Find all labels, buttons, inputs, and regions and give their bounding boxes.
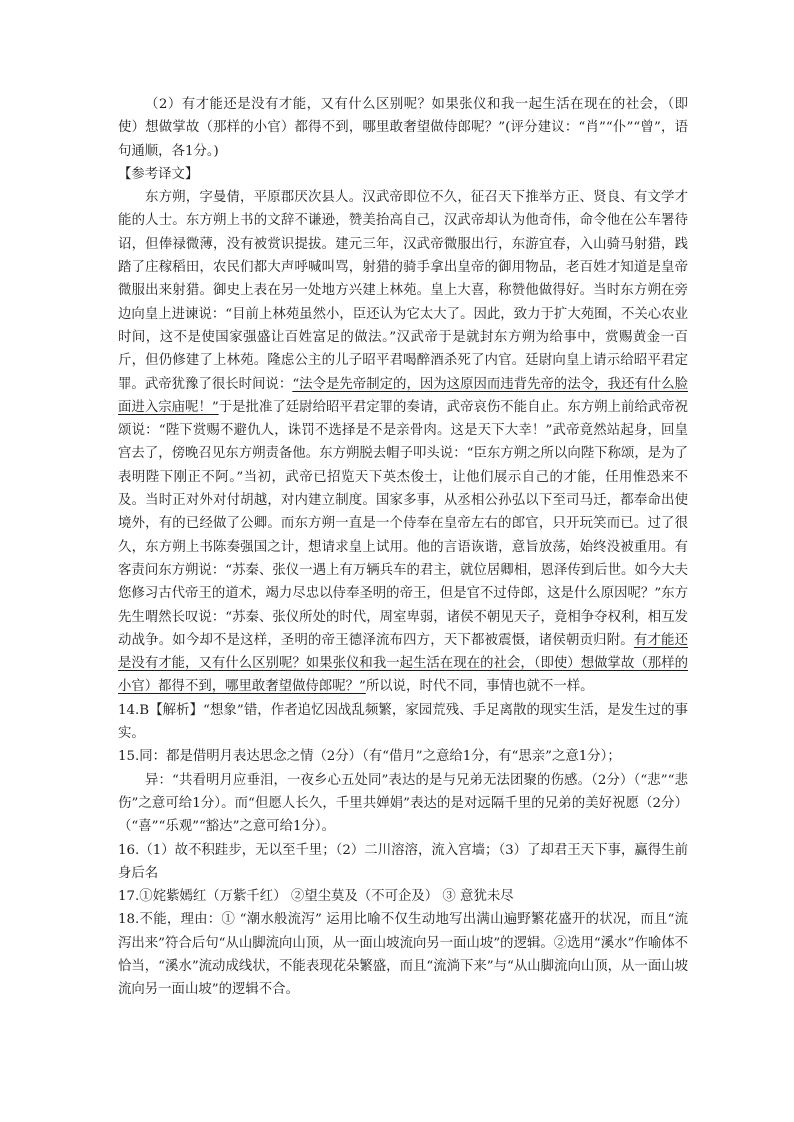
translation-underlined-2: 有才能还是没有才能，又有什么区别呢？如果张仪和我一起生活在现在的社会，（即使）想做掌故（那样的小官）都得不到，哪里敢奢望做侍郎呢？”: [118, 632, 689, 695]
translation-underlined-1: “法令是先帝制定的，因为这原因而违背先帝的法令，我还有什么脸面进入宗庙呢！”: [118, 376, 689, 415]
q16-answer: 16.（1）故不积跬步，无以至千里；（2）二川溶溶，流入宫墙；（3）了却君王天下事，赢得生前身后名: [118, 842, 688, 881]
answer-text-block: [118, 93, 688, 1002]
q18-answer: 18.不能，理由：① “潮水般流泻” 运用比喻不仅生动地写出满山遍野繁花盛开的状况，而且“流泻出来”符合后句“从山脚流向山顶，从一面山坡流向另一面山坡”的逻辑。②选用“溪水”作喻体不恰当，“溪水”流动成线状，不能表现花朵繁盛，而且“流淌下来”与“从山脚流向山顶，从一面山坡流向另一面山坡”的逻辑不合。: [118, 912, 688, 998]
q14-answer: 14.B【解析】“想象”错，作者追忆因战乱频繁，家园荒残、手足离散的现实生活，是发生过的事实。: [118, 702, 688, 742]
translation-text-c: 所以说，时代不同，事情也就不一样。: [365, 679, 594, 695]
translation-text-b: 于是批准了廷尉给昭平君定罪的奏请，武帝哀伤不能自止。东方朔上前给武帝祝颂说：“陛下赏赐不避仇人，诛罚不选择是不是亲骨肉。这是天下大幸！”武帝竟然站起身，回皇宫去了，傍晚召见东方朔责备他。东方朔脱去帽子叩头说：“臣东方朔之所以向陛下称颂，是为了表明陛下刚正不阿。”当初，武帝已招览天下英杰俊士，让他们展示自己的才能，任用惟恐来不及。当时正对外对付胡越，对内建立制度。国家多事，从丞相公孙弘以下至司马迁，都奉命出使境外，有的已经做了公卿。而东方朔一直是一个侍奉在皇帝左右的郎官，只开玩笑而已。过了很久，东方朔上书陈奏强国之计，想请求皇上试用。他的言语诙谐，意旨放荡，始终没被重用。有客责问东方朔说：“苏秦、张仪一遇上有万辆兵车的君主，就位居卿相，恩泽传到后世。如今大夫您修习古代帝王的道术，竭力尽忠以侍奉圣明的帝王，但是官不过侍郎，这是什么原因呢？”东方先生喟然长叹说：“苏秦、张仪所处的时代，周室卑弱，诸侯不朝见天子，竟相争夺权利，相互发动战争。如今却不是这样，圣明的帝王德泽流布四方，天下都被震慑，诸侯朝贡归附。: [118, 399, 688, 648]
q17-answer: 17.①姹紫嫣红（万紫千红） ②望尘莫及（不可企及） ③ 意犹未尽: [118, 889, 514, 905]
reference-translation-title: 【参考译文】: [118, 166, 199, 182]
q15-same-answer: 15.同：都是借明月表达思念之情（2分）（有“借月”之意给1分，有“思亲”之意1分）；: [118, 749, 621, 765]
q15-diff-answer: 异：“共看明月应垂泪，一夜乡心五处同”表达的是与兄弟无法团聚的伤感。（2分）（“悲”“悲伤”之意可给1分）。而“但愿人长久，千里共婵娟”表达的是对远隔千里的兄弟的美好祝愿（2分）（“喜”“乐观”“豁达”之意可给1分）。: [118, 772, 688, 835]
translation-text-a: 东方朔，字曼倩，平原郡厌次县人。汉武帝即位不久，征召天下推举方正、贤良、有文学才能的人士。东方朔上书的文辞不谦逊，赞美抬高自己，汉武帝却认为他奇伟，命令他在公车署待诏，但俸禄微薄，没有被赏识提拔。建元三年，汉武帝微服出行，东游宜春，入山骑马射猎，践踏了庄稼稻田，农民们都大声呼喊叫骂，射猎的骑手拿出皇帝的御用物品，老百姓才知道是皇帝微服出来射猎。御史上表在另一处地方兴建上林苑。皇上大喜，称赞他做得好。当时东方朔在旁边向皇上进谏说：“目前上林苑虽然小，臣还认为它太大了。因此，致力于扩大苑囿，不关心农业时间，这不是使国家强盛让百姓富足的做法。”汉武帝于是就封东方朔为给事中，赏赐黄金一百斤，但仍修建了上林苑。隆虑公主的儿子昭平君喝醉酒杀死了内官。廷尉向皇上请示给昭平君定罪。武帝犹豫了很长时间说：: [118, 190, 688, 392]
reference-translation-paragraph: [118, 186, 688, 699]
q13-part2-answer: （2）有才能还是没有才能，又有什么区别呢？如果张仪和我一起生活在现在的社会，（即使）想做掌故（那样的小官）都得不到，哪里敢奢望做侍郎呢？”(评分建议：“肖”“仆”“曾”，语句通顺，各1分。): [118, 97, 688, 159]
